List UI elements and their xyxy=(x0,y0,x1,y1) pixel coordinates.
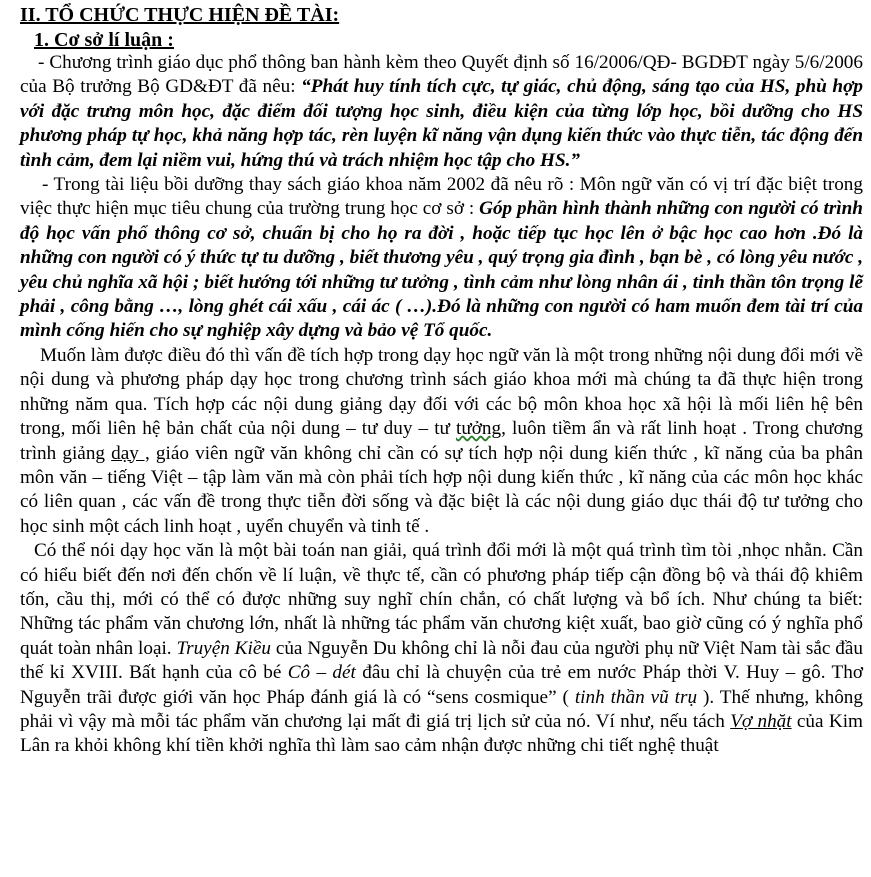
paragraph-1-quote: “Phát huy tính tích cực, tự giác, chủ động, sáng tạo của HS, phù hợp với đặc trưng môn học, đặc điểm đối tượng học sinh, điều kiện của từng lớp học, bồi dưỡng cho HS phương pháp tự học, khả năng hợp tác, rèn luyện kĩ năng vận dụng kiến thức vào thực tiễn, tác động đến tình cảm, đem lại niềm vui, hứng thú và trách nhiệm học tập cho HS.” xyxy=(20,76,863,171)
paragraph-4-part2: của Nguyễn Du không chỉ là nỗi đau của người phụ nữ Việt Nam tài sắc đầu thế kỉ XVIII. Bất hạnh của cô bé xyxy=(20,637,864,684)
paragraph-4-italic-2: Cô – dét xyxy=(287,662,356,684)
paragraph-3 xyxy=(20,344,863,539)
paragraph-3-part1: Muốn làm được điều đó thì vấn đề tích hợp trong dạy học ngữ văn là một trong những nội dung đổi mới về nội dung và phương pháp dạy học trong chương trình sách giáo khoa mới mà chúng ta đã thực hiện trong những năm qua. Tích hợp các nội dung giảng dạy đối với các bộ môn khoa học xã hội là mối liên hệ bên trong, mối liên hệ bản chất của nội dung – tư duy – tư xyxy=(20,344,863,440)
paragraph-1 xyxy=(20,51,863,173)
subsection-title xyxy=(34,29,863,51)
paragraph-4 xyxy=(20,539,863,759)
paragraph-4-part1: Có thể nói dạy học văn là một bài toán nan giải, quá trình đổi mới là một quá trình tìm tòi ,nhọc nhằn. Cần có hiểu biết đến nơi đến chốn về lí luận, về thực tế, cần có phương pháp tiếp cận đồng bộ và thái độ khiêm tốn, cầu thị, mới có thể có được những suy nghĩ chín chắn, có chất lượng và bổ ích. Như chúng ta biết: Những tác phẩm văn chương lớn, nhất là những tác phẩm văn chương kiệt xuất, bao giờ cũng có ý nghĩa phổ quát toàn nhân loại. xyxy=(20,540,863,659)
paragraph-3-underlined: dạy , xyxy=(111,442,150,464)
paragraph-2-lead: - Trong tài liệu bồi dưỡng thay sách giáo khoa năm 2002 đã nêu rõ : Môn ngữ văn có vị trí đặc biệt trong việc thực hiện mục tiêu chung của trường trung học cơ sở : xyxy=(20,174,863,220)
paragraph-4-part4: ). Thế nhưng, không phải vì vậy mà mỗi tác phẩm văn chương lại mất đi giá trị lịch sử của nó. Ví như, nếu tách xyxy=(20,686,863,732)
paragraph-4-part5: của Kim Lân ra khỏi không khí tiền khởi nghĩa thì làm sao cảm nhận được những chi tiết nghệ thuật xyxy=(20,710,863,757)
paragraph-4-part3: đâu chỉ là chuyện của trẻ em nước Pháp thời V. Huy – gô. Thơ Nguyễn trãi được giới văn học Pháp đánh giá là có “sens cosmique” ( xyxy=(20,662,863,708)
paragraph-4-italic-3: tinh thần vũ trụ xyxy=(574,686,698,708)
paragraph-2 xyxy=(20,173,863,344)
section-title: II. TỔ CHỨC THỰC HIỆN ĐỀ TÀI: xyxy=(20,4,340,26)
paragraph-3-wavy-word: tưởng xyxy=(456,418,502,440)
paragraph-3-part2: , luôn tiềm ẩn và rất linh hoạt . Trong chương trình giảng xyxy=(20,418,863,464)
paragraph-4-italic-4: Vợ nhặt xyxy=(730,710,792,732)
paragraph-2-emphasis: Góp phần hình thành những con người có trình độ học vấn phổ thông cơ sở, chuẩn bị cho họ ra đời , hoặc tiếp tục học lên ở bậc học cao hơn .Đó là những con người có ý thức tự tu dưỡng , biết thương yêu , quý trọng gia đình , bạn bè , có lòng yêu nước , yêu chủ nghĩa xã hội ; biết hướng tới những tư tưởng , tình cảm như lòng nhân ái , tinh thần tôn trọng lẽ phải , công bằng …, lòng ghét cái xấu , cái ác ( …).Đó là những con người có ham muốn đem tài trí của mình cống hiến cho sự nghiệp xây dựng và bảo vệ Tổ quốc. xyxy=(20,198,863,342)
paragraph-3-part3: giáo viên ngữ văn không chỉ cần có sự tích hợp nội dung kiến thức , kĩ năng của ba phân môn văn – tiếng Việt – tập làm văn mà còn phải tích hợp nội dung kiến thức , kĩ năng của các môn học khác có liên quan , các vấn đề trong thực tiễn đời sống và đặc biệt là các nội dung giáo dục thái độ tư tưởng cho học sinh một cách linh hoạt , uyển chuyển và tinh tế . xyxy=(20,442,863,537)
paragraph-4-italic-1: Truyện Kiều xyxy=(176,637,271,659)
subsection-title-text: 1. Cơ sở lí luận : xyxy=(34,29,174,51)
paragraph-1-lead: - Chương trình giáo dục phổ thông ban hành kèm theo Quyết định số 16/2006/QĐ- BGDĐT ngày 5/6/2006 của Bộ trưởng Bộ GD&ĐT đã nêu: xyxy=(20,52,863,98)
